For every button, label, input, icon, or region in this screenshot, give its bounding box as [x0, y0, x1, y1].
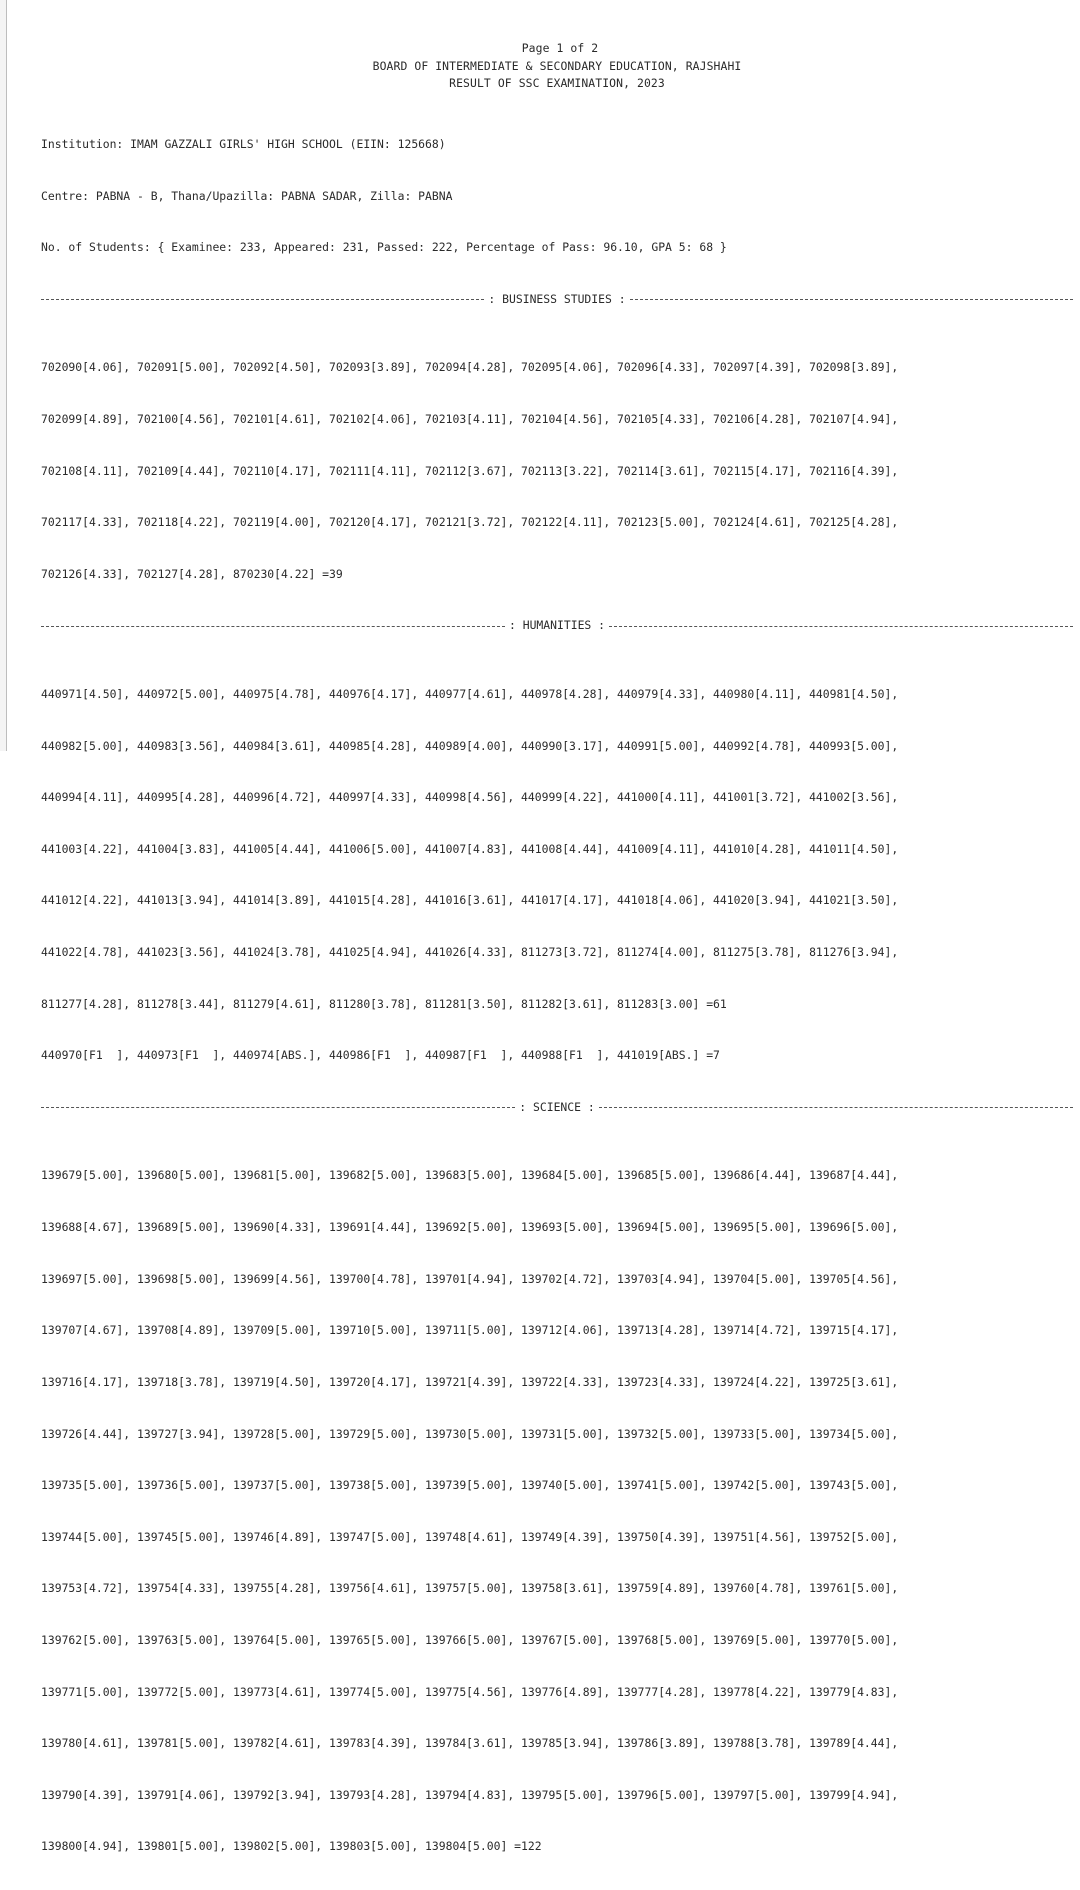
- result-line: 139790[4.39], 139791[4.06], 139792[3.94], 139793[4.28], 139794[4.83], 139795[5.00], 139796[5.00], 139797[5.00], 139799[4.94],: [41, 1787, 899, 1802]
- result-line: 139762[5.00], 139763[5.00], 139764[5.00], 139765[5.00], 139766[5.00], 139767[5.00], 139768[5.00], 139769[5.00], 139770[5.00],: [41, 1632, 899, 1647]
- section-divider-science: [41, 1099, 1073, 1116]
- divider-dash: [630, 299, 1073, 300]
- result-line: 702099[4.89], 702100[4.56], 702101[4.61], 702102[4.06], 702103[4.11], 702104[4.56], 702105[4.33], 702106[4.28], 702107[4.94],: [41, 411, 899, 426]
- result-line: 811277[4.28], 811278[3.44], 811279[4.61], 811280[3.78], 811281[3.50], 811282[3.61], 811283[3.00] =61: [41, 996, 727, 1011]
- result-sheet: [41, 40, 1073, 1890]
- page-edge: [0, 0, 7, 751]
- institution-line: Institution: IMAM GAZZALI GIRLS' HIGH SCHOOL (EIIN: 125668): [41, 136, 446, 151]
- result-line: 139744[5.00], 139745[5.00], 139746[4.89], 139747[5.00], 139748[4.61], 139749[4.39], 139750[4.39], 139751[4.56], 139752[5.00],: [41, 1529, 899, 1544]
- result-line: 139697[5.00], 139698[5.00], 139699[4.56], 139700[4.78], 139701[4.94], 139702[4.72], 139703[4.94], 139704[5.00], 139705[4.56],: [41, 1271, 899, 1286]
- section-divider-humanities: [41, 617, 1073, 634]
- document-header: [41, 40, 1073, 93]
- page-number: Page 1 of 2: [521, 41, 599, 55]
- result-line: 139771[5.00], 139772[5.00], 139773[4.61], 139774[5.00], 139775[4.56], 139776[4.89], 139777[4.28], 139778[4.22], 139779[4.83],: [41, 1684, 899, 1699]
- result-line: 139735[5.00], 139736[5.00], 139737[5.00], 139738[5.00], 139739[5.00], 139740[5.00], 139741[5.00], 139742[5.00], 139743[5.00],: [41, 1478, 899, 1493]
- result-line: 440971[4.50], 440972[5.00], 440975[4.78], 440976[4.17], 440977[4.61], 440978[4.28], 440979[4.33], 440980[4.11], 440981[4.50],: [41, 687, 899, 701]
- divider-dash: [599, 1107, 1073, 1108]
- students-summary: No. of Students: { Examinee: 233, Appeared: 231, Passed: 222, Percentage of Pass: 96.10, GPA 5: 68 }: [41, 240, 727, 255]
- result-line: 139707[4.67], 139708[4.89], 139709[5.00], 139710[5.00], 139711[5.00], 139712[4.06], 139713[4.28], 139714[4.72], 139715[4.17],: [41, 1323, 899, 1338]
- section-title-business: : BUSINESS STUDIES :: [488, 291, 626, 306]
- result-line: 139753[4.72], 139754[4.33], 139755[4.28], 139756[4.61], 139757[5.00], 139758[3.61], 139759[4.89], 139760[4.78], 139761[5.00],: [41, 1581, 899, 1596]
- divider-dash: [41, 299, 484, 300]
- result-line: 139780[4.61], 139781[5.00], 139782[4.61], 139783[4.39], 139784[3.61], 139785[3.94], 139786[3.89], 139788[3.78], 139789[4.44],: [41, 1736, 899, 1751]
- result-line: 441022[4.78], 441023[3.56], 441024[3.78], 441025[4.94], 441026[4.33], 811273[3.72], 811274[4.00], 811275[3.78], 811276[3.94],: [41, 945, 899, 960]
- result-line: 702126[4.33], 702127[4.28], 870230[4.22] =39: [41, 566, 343, 581]
- result-line: 441012[4.22], 441013[3.94], 441014[3.89], 441015[4.28], 441016[3.61], 441017[4.17], 441018[4.06], 441020[3.94], 441021[3.50],: [41, 893, 899, 908]
- result-line: 139679[5.00], 139680[5.00], 139681[5.00], 139682[5.00], 139683[5.00], 139684[5.00], 139685[5.00], 139686[4.44], 139687[4.44],: [41, 1168, 899, 1183]
- result-line: 139800[4.94], 139801[5.00], 139802[5.00], 139803[5.00], 139804[5.00] =122: [41, 1839, 542, 1854]
- result-line: 139716[4.17], 139718[3.78], 139719[4.50], 139720[4.17], 139721[4.39], 139722[4.33], 139723[4.33], 139724[4.22], 139725[3.61],: [41, 1374, 899, 1389]
- result-line: 441003[4.22], 441004[3.83], 441005[4.44], 441006[5.00], 441007[4.83], 441008[4.44], 441009[4.11], 441010[4.28], 441011[4.50],: [41, 841, 899, 856]
- result-line: 702108[4.11], 702109[4.44], 702110[4.17], 702111[4.11], 702112[3.67], 702113[3.22], 702114[3.61], 702115[4.17], 702116[4.39],: [41, 463, 899, 478]
- section-title-humanities: : HUMANITIES :: [509, 618, 606, 633]
- result-line: 440982[5.00], 440983[3.56], 440984[3.61], 440985[4.28], 440989[4.00], 440990[3.17], 440991[5.00], 440992[4.78], 440993[5.00],: [41, 738, 899, 753]
- business-results: [41, 325, 1073, 617]
- section-divider-business: [41, 291, 1073, 308]
- result-line: 702090[4.06], 702091[5.00], 702092[4.50], 702093[3.89], 702094[4.28], 702095[4.06], 702096[4.33], 702097[4.39], 702098[3.89],: [41, 360, 899, 375]
- result-line: 440994[4.11], 440995[4.28], 440996[4.72], 440997[4.33], 440998[4.56], 440999[4.22], 441000[4.11], 441001[3.72], 441002[3.56],: [41, 790, 899, 805]
- board-name: BOARD OF INTERMEDIATE & SECONDARY EDUCATION, RAJSHAHI: [372, 58, 742, 73]
- science-results: [41, 1133, 1073, 1890]
- humanities-results: [41, 652, 1073, 1099]
- divider-dash: [41, 1107, 515, 1108]
- result-line: 139688[4.67], 139689[5.00], 139690[4.33], 139691[4.44], 139692[5.00], 139693[5.00], 139694[5.00], 139695[5.00], 139696[5.00],: [41, 1220, 899, 1235]
- institution-info: [41, 102, 1073, 291]
- result-line: 139726[4.44], 139727[3.94], 139728[5.00], 139729[5.00], 139730[5.00], 139731[5.00], 139732[5.00], 139733[5.00], 139734[5.00],: [41, 1426, 899, 1441]
- centre-line: Centre: PABNA - B, Thana/Upazilla: PABNA SADAR, Zilla: PABNA: [41, 188, 453, 203]
- section-title-science: : SCIENCE :: [519, 1099, 595, 1114]
- failed-line: 440970[F1 ], 440973[F1 ], 440974[ABS.], 440986[F1 ], 440987[F1 ], 440988[F1 ], 441019[ABS.] =7: [41, 1048, 720, 1063]
- exam-title: RESULT OF SSC EXAMINATION, 2023: [449, 76, 665, 90]
- result-line: 702117[4.33], 702118[4.22], 702119[4.00], 702120[4.17], 702121[3.72], 702122[4.11], 702123[5.00], 702124[4.61], 702125[4.28],: [41, 515, 899, 530]
- divider-dash: [41, 626, 505, 627]
- divider-dash: [609, 626, 1073, 627]
